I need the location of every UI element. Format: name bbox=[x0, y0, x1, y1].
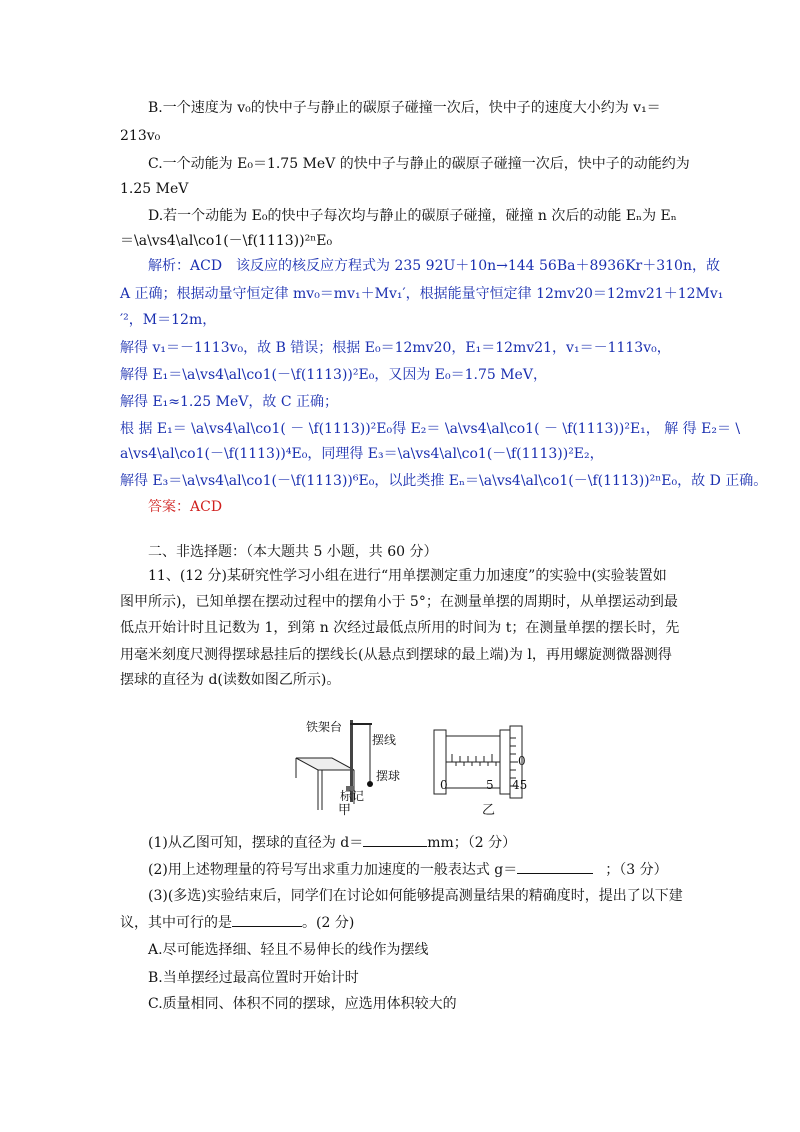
answer-line: 答案：ACD bbox=[148, 499, 223, 515]
option-d-line1: D.若一个动能为 E₀的快中子每次均与静止的碳原子碰撞，碰撞 n 次后的动能 Eₙ为 Eₙ bbox=[148, 208, 677, 224]
thimble-label-0: 0 bbox=[518, 754, 526, 768]
q11-line1: 11、(12 分)某研究性学习小组在进行“用单摆测定重力加速度”的实验中(实验装置如 bbox=[148, 568, 667, 584]
solution-line7: 根 据 E₁＝ \a\vs4\al\co1( － \f(1113))²E₀得 E₂＝ \a\vs4\al\co1( － \f(1113))²E₁， 解 得 E₂＝ \ bbox=[120, 421, 741, 437]
label-mark: 标记 bbox=[340, 789, 365, 803]
label-string: 摆线 bbox=[372, 733, 397, 747]
q2-suffix: ；（3 分） bbox=[605, 862, 668, 878]
label-stand: 铁架台 bbox=[306, 720, 343, 734]
solution-line3: ′²，M＝12m， bbox=[120, 312, 217, 328]
q3-text: 议，其中可行的是 bbox=[120, 915, 232, 931]
q11-line2: 图甲所示)，已知单摆在摆动过程中的摆角小于 5°；在测量单摆的周期时，从单摆运动到最 bbox=[120, 594, 678, 610]
label-ball: 摆球 bbox=[376, 769, 401, 783]
q1-suffix: mm；（2 分） bbox=[427, 835, 517, 851]
option-c-line1: C.一个动能为 E₀＝1.75 MeV 的快中子与静止的碳原子碰撞一次后，快中子的动能约为 bbox=[148, 156, 690, 172]
solution-line6: 解得 E₁≈1.25 MeV，故 C 正确； bbox=[120, 394, 338, 410]
q2-answer-blank[interactable] bbox=[517, 859, 593, 874]
solution-line4: 解得 v₁＝－1113v₀，故 B 错误；根据 E₀＝12mv20，E₁＝12mv21，v₁＝－1113v₀， bbox=[120, 340, 671, 356]
option-c: C.质量相同、体积不同的摆球，应选用体积较大的 bbox=[148, 996, 457, 1012]
solution-line8: a\vs4\al\co1(－\f(1113))⁴E₀，同理得 E₃＝\a\vs4\al\co1(－\f(1113))²E₂， bbox=[120, 446, 604, 462]
solution-line1: 解析：ACD 该反应的核反应方程式为 235 92U＋10n→144 56Ba＋8936Kr＋310n，故 bbox=[148, 258, 720, 274]
q3-suffix: 。(2 分) bbox=[302, 915, 355, 931]
option-d-line2: ＝\a\vs4\al\co1(－\f(1113))²ⁿE₀ bbox=[120, 233, 333, 249]
solution-line9: 解得 E₃＝\a\vs4\al\co1(－\f(1113))⁶E₀，以此类推 Eₙ＝\a\vs4\al\co1(－\f(1113))²ⁿE₀，故 D 正确。 bbox=[120, 473, 768, 489]
q1-text: (1)从乙图可知，摆球的直径为 d＝ bbox=[148, 835, 364, 851]
q11-line5: 摆球的直径为 d(读数如图乙所示)。 bbox=[120, 672, 341, 688]
option-b: B.当单摆经过最高位置时开始计时 bbox=[148, 970, 359, 986]
q2-text: (2)用上述物理量的符号写出求重力加速度的一般表达式 g＝ bbox=[148, 862, 518, 878]
caption-a: 甲 bbox=[338, 803, 352, 818]
scale-label-5: 5 bbox=[486, 778, 494, 792]
q2-line bbox=[148, 859, 668, 880]
option-c-line2: 1.25 MeV bbox=[120, 181, 189, 197]
q11-line3: 低点开始计时且记数为 1，到第 n 次经过最低点所用的时间为 t；在测量单摆的摆长时，先 bbox=[120, 620, 680, 636]
q11-line4: 用毫米刻度尺测得摆球悬挂后的摆线长(从悬点到摆球的最上端)为 l，再用螺旋测微器测得 bbox=[120, 647, 672, 663]
thimble-label-45: 45 bbox=[512, 778, 528, 792]
option-b-line1: B.一个速度为 v₀的快中子与静止的碳原子碰撞一次后，快中子的速度大小约为 v₁＝ bbox=[148, 100, 661, 116]
q3-line2 bbox=[120, 912, 354, 933]
q3-answer-blank[interactable] bbox=[232, 912, 302, 927]
figure-micrometer bbox=[430, 716, 550, 808]
q1-answer-blank[interactable] bbox=[363, 832, 427, 847]
section-heading: 二、非选择题：（本大题共 5 小题，共 60 分） bbox=[148, 544, 438, 560]
caption-b: 乙 bbox=[482, 803, 496, 818]
option-b-line2: 213v₀ bbox=[120, 128, 161, 144]
q3-line1: (3)(多选)实验结束后，同学们在讨论如何能够提高测量结果的精确度时，提出了以下建 bbox=[148, 888, 683, 904]
q1-line bbox=[148, 832, 516, 853]
scale-label-0: 0 bbox=[440, 778, 448, 792]
solution-line2: A 正确；根据动量守恒定律 mv₀＝mv₁＋Mv₁′，根据能量守恒定律 12mv20＝12mv21＋12Mv₁ bbox=[120, 286, 724, 302]
option-a: A.尽可能选择细、轻且不易伸长的线作为摆线 bbox=[148, 942, 429, 958]
solution-line5: 解得 E₁＝\a\vs4\al\co1(－\f(1113))²E₀，又因为 E₀＝1.75 MeV， bbox=[120, 367, 547, 383]
